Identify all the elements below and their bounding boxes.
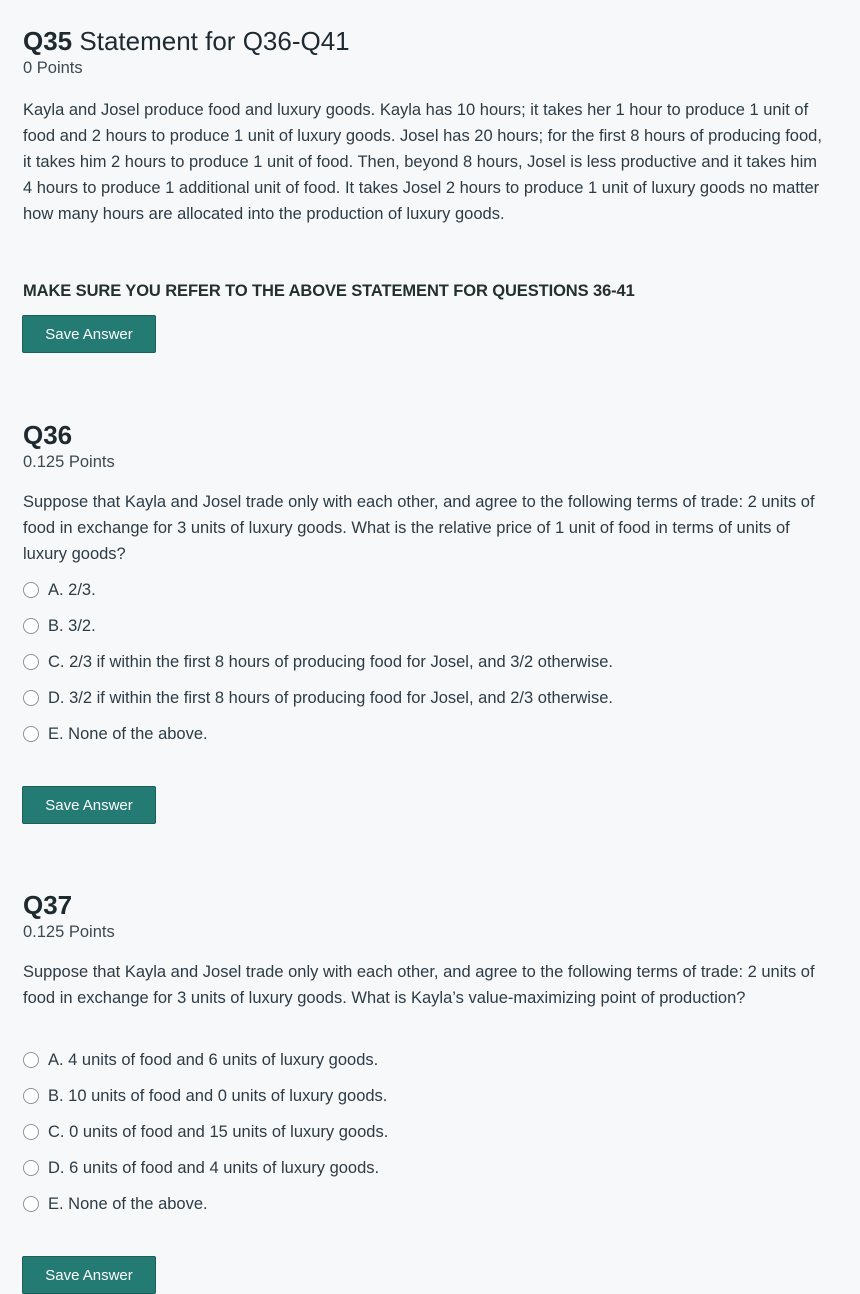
- question-text-q36: Suppose that Kayla and Josel trade only with each other, and agree to the following terms of trade: 2 units of food in exchange for 3 units of luxury goods. What is the relative price of 1 unit of food in terms of units of luxury goods?: [23, 493, 815, 563]
- answer-option-b[interactable]: B. 10 units of food and 0 units of luxury goods.: [23, 1078, 823, 1114]
- answer-options-q37: [23, 1042, 823, 1222]
- question-number: Q36: [23, 420, 73, 450]
- radio-icon[interactable]: [23, 654, 39, 670]
- save-answer-button-q35[interactable]: Save Answer: [22, 315, 156, 353]
- radio-icon[interactable]: [23, 1124, 39, 1140]
- question-number: Q35: [23, 26, 73, 56]
- radio-icon[interactable]: [23, 726, 39, 742]
- question-title: [23, 420, 823, 450]
- question-q37: [23, 890, 823, 942]
- statement-notice: MAKE SURE YOU REFER TO THE ABOVE STATEMENT FOR QUESTIONS 36-41: [23, 282, 635, 300]
- question-title-text: Statement for Q36-Q41: [79, 26, 350, 56]
- question-points: 0.125 Points: [23, 453, 115, 471]
- save-answer-button-q36[interactable]: Save Answer: [22, 786, 156, 824]
- question-title: [23, 890, 823, 920]
- answer-option-c[interactable]: C. 2/3 if within the first 8 hours of producing food for Josel, and 3/2 otherwise.: [23, 644, 823, 680]
- radio-icon[interactable]: [23, 1160, 39, 1176]
- question-q35: [23, 26, 823, 78]
- radio-icon[interactable]: [23, 1196, 39, 1212]
- radio-icon[interactable]: [23, 1052, 39, 1068]
- radio-icon[interactable]: [23, 618, 39, 634]
- radio-icon[interactable]: [23, 1088, 39, 1104]
- answer-option-c[interactable]: C. 0 units of food and 15 units of luxury goods.: [23, 1114, 823, 1150]
- question-text-q37: Suppose that Kayla and Josel trade only with each other, and agree to the following terms of trade: 2 units of food in exchange for 3 units of luxury goods. What is Kayla’s value-maximizing point of production?: [23, 963, 815, 1007]
- answer-option-e[interactable]: E. None of the above.: [23, 716, 823, 752]
- answer-options-q36: [23, 572, 823, 752]
- question-points: 0 Points: [23, 59, 83, 77]
- answer-option-b[interactable]: B. 3/2.: [23, 608, 823, 644]
- save-answer-button-q37[interactable]: Save Answer: [22, 1256, 156, 1294]
- question-points: 0.125 Points: [23, 923, 115, 941]
- statement-text: Kayla and Josel produce food and luxury goods. Kayla has 10 hours; it takes her 1 hour to produce 1 unit of food and 2 hours to produce 1 unit of luxury goods. Josel has 20 hours; for the first 8 hours of producing food, it takes him 2 hours to produce 1 unit of food. Then, beyond 8 hours, Josel is less productive and it takes him 4 hours to produce 1 additional unit of food. It takes Josel 2 hours to produce 1 unit of luxury goods no matter how many hours are allocated into the production of luxury goods.: [23, 101, 822, 223]
- answer-option-a[interactable]: A. 2/3.: [23, 572, 823, 608]
- answer-option-a[interactable]: A. 4 units of food and 6 units of luxury goods.: [23, 1042, 823, 1078]
- question-title: [23, 26, 823, 56]
- answer-option-d[interactable]: D. 6 units of food and 4 units of luxury goods.: [23, 1150, 823, 1186]
- answer-option-e[interactable]: E. None of the above.: [23, 1186, 823, 1222]
- answer-option-d[interactable]: D. 3/2 if within the first 8 hours of producing food for Josel, and 2/3 otherwise.: [23, 680, 823, 716]
- question-q36: [23, 420, 823, 472]
- question-number: Q37: [23, 890, 73, 920]
- radio-icon[interactable]: [23, 582, 39, 598]
- radio-icon[interactable]: [23, 690, 39, 706]
